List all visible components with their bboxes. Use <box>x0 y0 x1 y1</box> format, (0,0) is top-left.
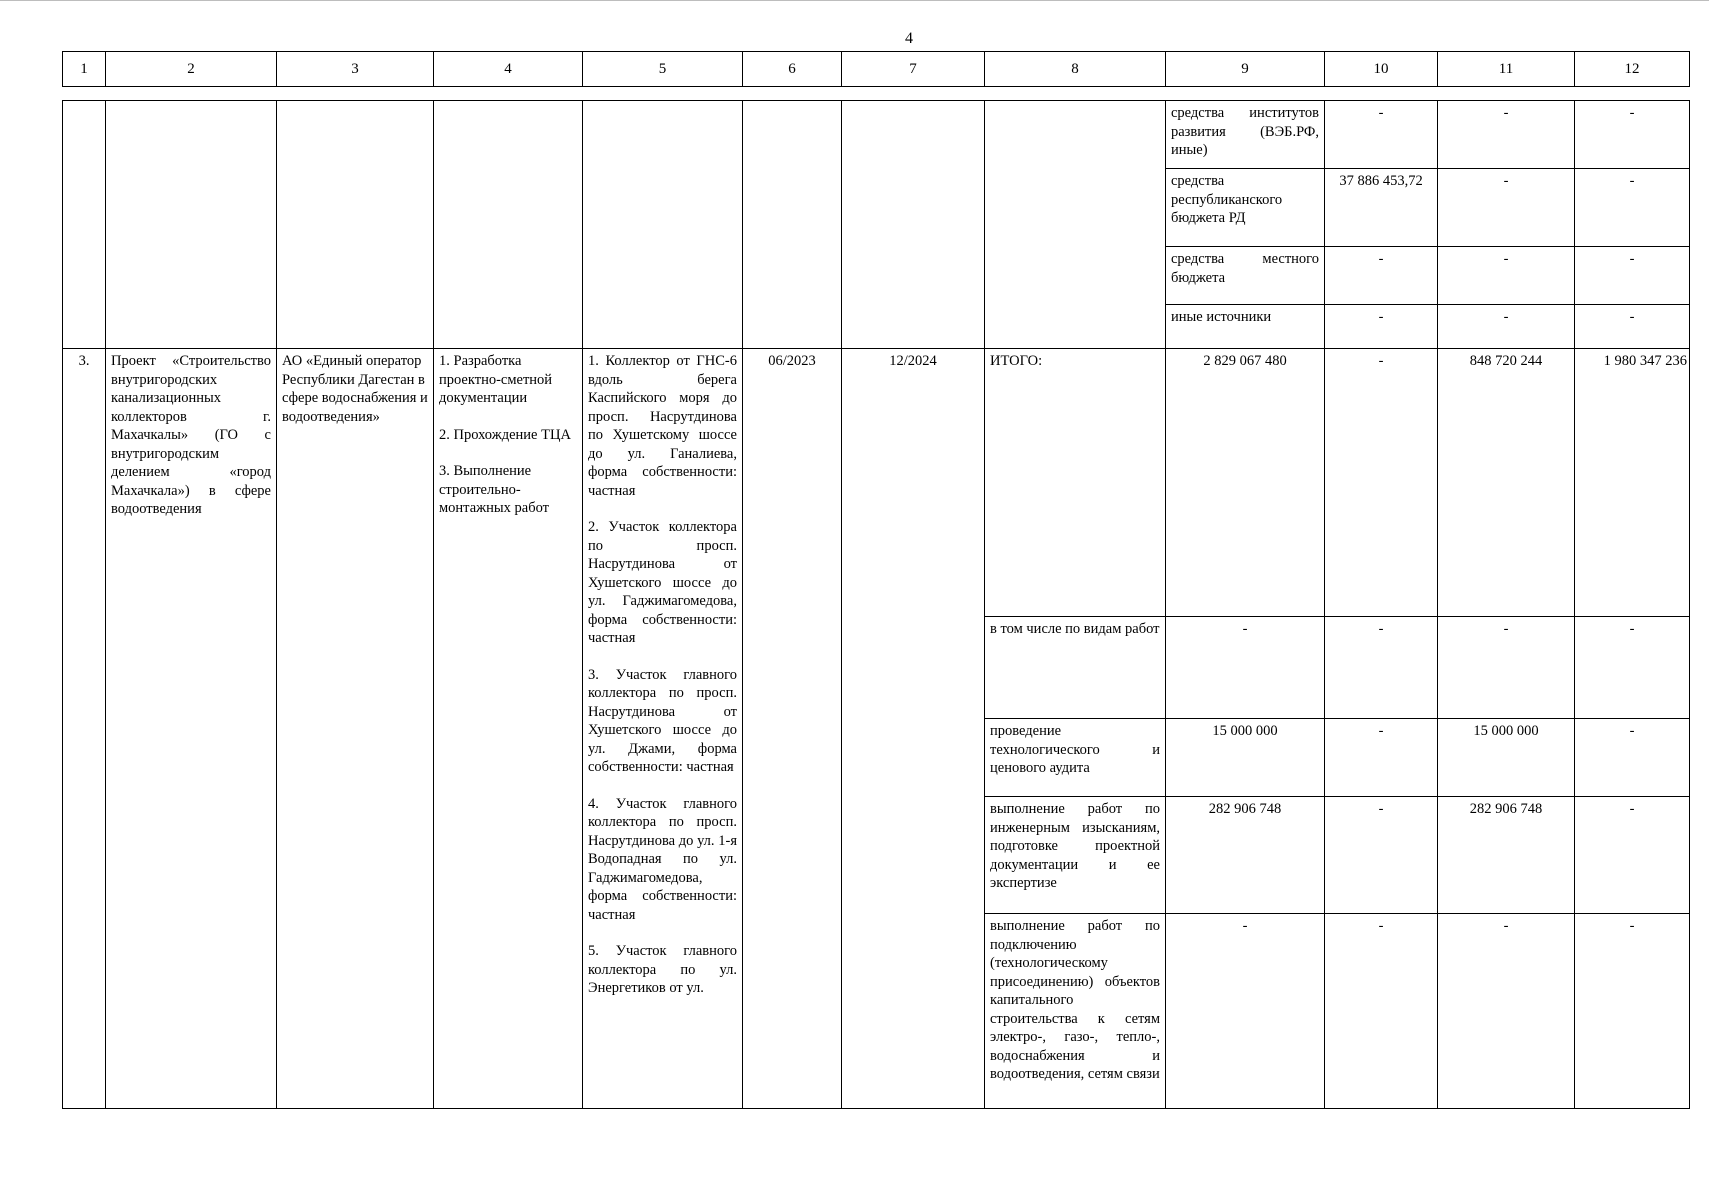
list-item: 3. Выполнение строительно-монтажных работ <box>439 463 549 516</box>
cost-label: выполнение работ по инженерным изысканиям, подготовке проектной документации и ее экспертизе <box>985 797 1166 914</box>
project-name: Проект «Строительство внутригородских канализационных коллекторов г. Махачкалы» (ГО с внутригородским делением «город Махачкала») в сфере водоотведения <box>106 349 277 1109</box>
amount-col12: - <box>1575 719 1690 797</box>
investment-table <box>62 100 1690 1109</box>
start-date: 06/2023 <box>743 349 842 1109</box>
empty-cell <box>277 101 434 349</box>
cost-label: ИТОГО: <box>985 349 1166 617</box>
scan-edge <box>0 0 1709 1</box>
empty-cell <box>985 101 1166 349</box>
amount-col11: 15 000 000 <box>1438 719 1575 797</box>
col-number: 10 <box>1325 52 1438 87</box>
list-item: 1. Коллектор от ГНС-6 вдоль берега Каспийского моря до просп. Насрутдинова по Хушетскому шоссе до ул. Ганалиева, форма собственности: частная <box>588 353 737 499</box>
empty-cell <box>106 101 277 349</box>
amount-col12: - <box>1575 617 1690 719</box>
funding-source: средства местного бюджета <box>1166 247 1325 305</box>
empty-cell <box>583 101 743 349</box>
list-item: 4. Участок главного коллектора по просп. Насрутдинова до ул. 1-я Водопадная по ул. Гаджимагомедова, форма собственности: частная <box>588 795 737 923</box>
col-number: 4 <box>434 52 583 87</box>
amount-col12: - <box>1575 169 1690 247</box>
funding-source: иные источники <box>1166 305 1325 349</box>
col-number: 2 <box>106 52 277 87</box>
cost-label: выполнение работ по подключению (технологическому присоединению) объектов капитального строительства к сетям электро-, газо-, тепло-, водоснабжения и водоотведения, сетям связи <box>985 914 1166 1109</box>
amount-col11: - <box>1438 617 1575 719</box>
amount-col11: - <box>1438 914 1575 1109</box>
amount-col12: - <box>1575 101 1690 169</box>
end-date: 12/2024 <box>842 349 985 1109</box>
amount-col10: - <box>1325 349 1438 617</box>
funding-source: средства республиканского бюджета РД <box>1166 169 1325 247</box>
amount-col9: - <box>1166 617 1325 719</box>
list-item: 3. Участок главного коллектора по просп. Насрутдинова от Хушетского шоссе до ул. Джами, форма собственности: частная <box>588 666 737 775</box>
cost-label: в том числе по видам работ <box>985 617 1166 719</box>
amount-col11: - <box>1438 305 1575 349</box>
operator-name: АО «Единый оператор Республики Дагестан в сфере водоснабжения и водоотведения» <box>277 349 434 1109</box>
amount-col12: - <box>1575 914 1690 1109</box>
col-number: 6 <box>743 52 842 87</box>
amount-col11: 848 720 244 <box>1438 349 1575 617</box>
amount-col12: - <box>1575 247 1690 305</box>
empty-cell <box>434 101 583 349</box>
amount-col9: 282 906 748 <box>1166 797 1325 914</box>
column-number-header <box>62 51 1690 87</box>
amount-col9: 15 000 000 <box>1166 719 1325 797</box>
object-list <box>583 349 743 1109</box>
amount-col11: - <box>1438 101 1575 169</box>
col-number: 8 <box>985 52 1166 87</box>
header-row <box>63 52 1690 87</box>
amount-col10: 37 886 453,72 <box>1325 169 1438 247</box>
list-item: 2. Участок коллектора по просп. Насрутдинова от Хушетского шоссе до ул. Гаджимагомедова, форма собственности: частная <box>588 519 737 646</box>
amount-col10: - <box>1325 719 1438 797</box>
empty-cell <box>842 101 985 349</box>
page-number: 4 <box>905 30 913 47</box>
col-number: 9 <box>1166 52 1325 87</box>
amount-col12: - <box>1575 305 1690 349</box>
stage-list <box>434 349 583 1109</box>
amount-col10: - <box>1325 914 1438 1109</box>
table-row <box>63 349 1690 617</box>
col-number: 5 <box>583 52 743 87</box>
amount-col10: - <box>1325 247 1438 305</box>
cost-label: проведение технологического и ценового аудита <box>985 719 1166 797</box>
col-number: 7 <box>842 52 985 87</box>
col-number: 3 <box>277 52 434 87</box>
amount-col12: 1 980 347 236 <box>1575 349 1690 617</box>
col-number: 12 <box>1575 52 1690 87</box>
amount-col12: - <box>1575 797 1690 914</box>
list-item: 1. Разработка проектно-сметной документации <box>439 353 553 406</box>
amount-col10: - <box>1325 617 1438 719</box>
list-item: 5. Участок главного коллектора по ул. Энергетиков от ул. <box>588 943 737 996</box>
amount-col10: - <box>1325 797 1438 914</box>
row-number: 3. <box>63 349 106 1109</box>
col-number: 11 <box>1438 52 1575 87</box>
amount-col9: 2 829 067 480 <box>1166 349 1325 617</box>
amount-col11: - <box>1438 169 1575 247</box>
amount-col11: 282 906 748 <box>1438 797 1575 914</box>
amount-col10: - <box>1325 305 1438 349</box>
empty-cell <box>743 101 842 349</box>
funding-source: средства институтов развития (ВЭБ.РФ, иные) <box>1166 101 1325 169</box>
amount-col10: - <box>1325 101 1438 169</box>
amount-col11: - <box>1438 247 1575 305</box>
table-row <box>63 101 1690 169</box>
amount-col9: - <box>1166 914 1325 1109</box>
col-number: 1 <box>63 52 106 87</box>
list-item: 2. Прохождение ТЦА <box>439 426 571 443</box>
empty-cell <box>63 101 106 349</box>
